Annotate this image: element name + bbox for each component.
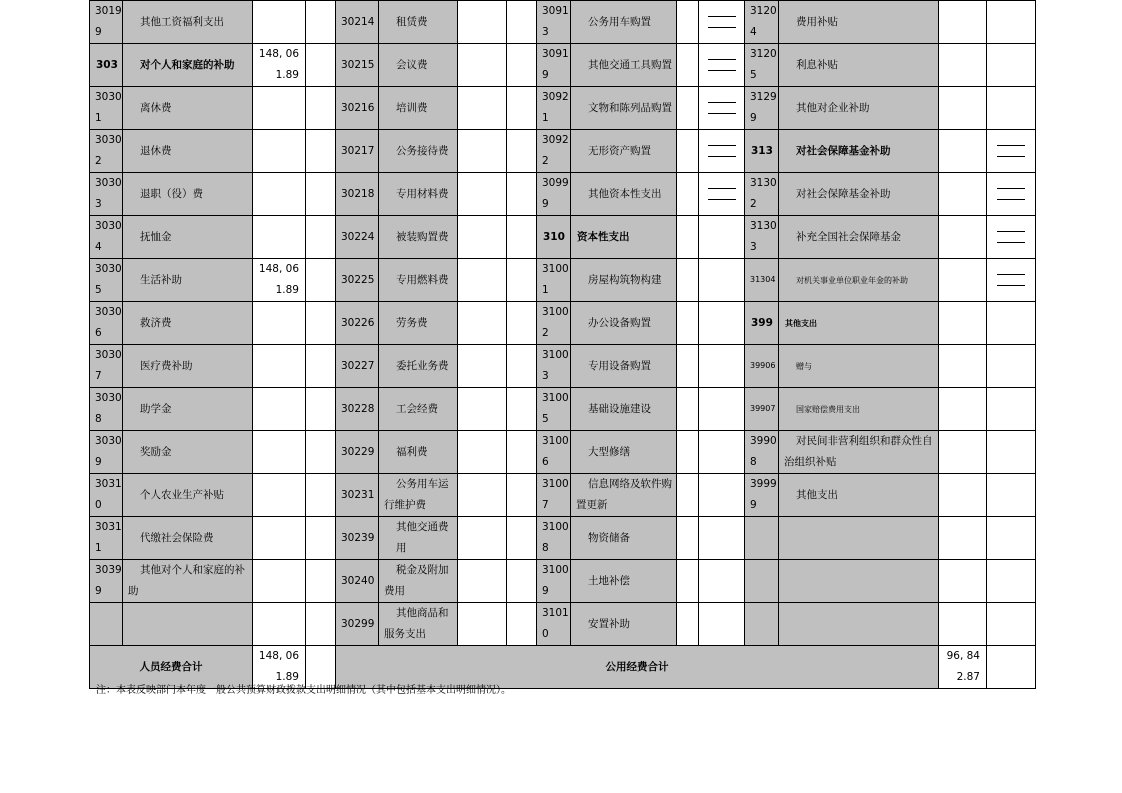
amount-cell: [677, 302, 699, 345]
amount-cell: [253, 474, 306, 517]
extra-cell: [699, 44, 745, 87]
dash-line-icon: [997, 145, 1025, 146]
extra-cell: [507, 44, 537, 87]
item-code-cell: [745, 517, 779, 560]
extra-cell: [507, 431, 537, 474]
amount-cell: [939, 560, 987, 603]
item-name-cell: 助学金: [123, 388, 253, 431]
item-name-cell: 对社会保障基金补助: [779, 173, 939, 216]
amount-cell: [939, 302, 987, 345]
extra-cell: [699, 1, 745, 44]
extra-cell: [699, 388, 745, 431]
item-code-cell: 31006: [537, 431, 571, 474]
item-name-cell: 工会经费: [379, 388, 458, 431]
item-code-cell: 399: [745, 302, 779, 345]
dash-line-icon: [708, 199, 736, 200]
dash-line-icon: [997, 231, 1025, 232]
amount-cell: [253, 87, 306, 130]
amount-cell: [677, 431, 699, 474]
item-name-cell: 对机关事业单位职业年金的补助: [779, 259, 939, 302]
extra-cell: [699, 173, 745, 216]
amount-cell: [677, 216, 699, 259]
table-row: [90, 259, 1036, 302]
item-code-cell: 31002: [537, 302, 571, 345]
extra-cell: [306, 388, 336, 431]
amount-cell: 148, 061.89: [253, 44, 306, 87]
extra-cell: [987, 474, 1036, 517]
dash-line-icon: [708, 113, 736, 114]
extra-cell: [306, 431, 336, 474]
extra-cell: [987, 130, 1036, 173]
item-name-cell: 大型修缮: [571, 431, 677, 474]
item-code-cell: 30399: [90, 560, 123, 603]
item-code-cell: 30919: [537, 44, 571, 87]
extra-cell: [306, 474, 336, 517]
item-name-cell: 资本性支出: [571, 216, 677, 259]
dash-line-icon: [997, 156, 1025, 157]
amount-cell: [253, 388, 306, 431]
extra-cell: [306, 216, 336, 259]
item-code-cell: 30216: [336, 87, 379, 130]
item-name-cell: 其他对企业补助: [779, 87, 939, 130]
extra-cell: [507, 1, 537, 44]
extra-cell: [987, 517, 1036, 560]
item-code-cell: 30199: [90, 1, 123, 44]
item-code-cell: 39999: [745, 474, 779, 517]
dash-line-icon: [708, 188, 736, 189]
item-name-cell: 其他交通工具购置: [571, 44, 677, 87]
extra-cell: [987, 1, 1036, 44]
item-name-cell: 专用材料费: [379, 173, 458, 216]
extra-cell: [987, 173, 1036, 216]
amount-cell: [458, 388, 507, 431]
amount-cell: [458, 603, 507, 646]
amount-cell: [458, 517, 507, 560]
item-name-cell: 医疗费补助: [123, 345, 253, 388]
dash-line-icon: [997, 188, 1025, 189]
table-row: [90, 44, 1036, 87]
dash-line-icon: [708, 102, 736, 103]
item-name-cell: 其他支出: [779, 302, 939, 345]
item-name-cell: 办公设备购置: [571, 302, 677, 345]
item-name-cell: 专用燃料费: [379, 259, 458, 302]
item-code-cell: 30303: [90, 173, 123, 216]
extra-cell: [987, 560, 1036, 603]
item-code-cell: 30302: [90, 130, 123, 173]
amount-cell: [677, 173, 699, 216]
table-row: [90, 130, 1036, 173]
item-code-cell: 30310: [90, 474, 123, 517]
item-name-cell: 基础设施建设: [571, 388, 677, 431]
extra-cell: [306, 517, 336, 560]
item-code-cell: 30301: [90, 87, 123, 130]
item-code-cell: 31304: [745, 259, 779, 302]
item-code-cell: 31009: [537, 560, 571, 603]
personnel-total-label: 人员经费合计: [90, 646, 253, 689]
item-name-cell: 退休费: [123, 130, 253, 173]
amount-cell: [458, 345, 507, 388]
amount-cell: [458, 44, 507, 87]
item-code-cell: 31303: [745, 216, 779, 259]
amount-cell: [939, 388, 987, 431]
item-name-cell: 公务用车购置: [571, 1, 677, 44]
item-code-cell: 30913: [537, 1, 571, 44]
extra-cell: [507, 259, 537, 302]
extra-cell: [507, 173, 537, 216]
amount-cell: [458, 259, 507, 302]
item-code-cell: 39906: [745, 345, 779, 388]
item-name-cell: 对民间非营利组织和群众性自治组织补贴: [779, 431, 939, 474]
item-name-cell: 生活补助: [123, 259, 253, 302]
extra-cell: [306, 345, 336, 388]
item-code-cell: 30308: [90, 388, 123, 431]
amount-cell: [458, 1, 507, 44]
amount-cell: [939, 44, 987, 87]
item-code-cell: 30217: [336, 130, 379, 173]
extra-cell: [507, 603, 537, 646]
item-name-cell: 安置补助: [571, 603, 677, 646]
item-code-cell: 31299: [745, 87, 779, 130]
table-footnote: 注：本表反映部门本年度一般公共预算财政拨款支出明细情况（其中包括基本支出明细情况）。: [96, 685, 511, 696]
totals-row: [90, 646, 1036, 689]
extra-cell: [507, 388, 537, 431]
amount-cell: [253, 1, 306, 44]
item-name-cell: 其他支出: [779, 474, 939, 517]
item-code-cell: 30307: [90, 345, 123, 388]
extra-cell: [507, 474, 537, 517]
dash-line-icon: [708, 27, 736, 28]
amount-cell: [677, 87, 699, 130]
amount-cell: [677, 1, 699, 44]
item-name-cell: 土地补偿: [571, 560, 677, 603]
item-code-cell: 30227: [336, 345, 379, 388]
item-code-cell: 39908: [745, 431, 779, 474]
personnel-total-amount: 148, 061.89: [253, 646, 306, 689]
item-code-cell: 39907: [745, 388, 779, 431]
item-code-cell: 30304: [90, 216, 123, 259]
amount-cell: [253, 130, 306, 173]
item-name-cell: 物资储备: [571, 517, 677, 560]
amount-cell: [939, 87, 987, 130]
extra-cell: [306, 87, 336, 130]
item-code-cell: 30228: [336, 388, 379, 431]
extra-cell: [699, 259, 745, 302]
amount-cell: [939, 474, 987, 517]
item-name-cell: 文物和陈列品购置: [571, 87, 677, 130]
amount-cell: [253, 603, 306, 646]
amount-cell: [939, 345, 987, 388]
item-code-cell: 31007: [537, 474, 571, 517]
amount-cell: [677, 560, 699, 603]
item-name-cell: 专用设备购置: [571, 345, 677, 388]
item-code-cell: 30309: [90, 431, 123, 474]
amount-cell: [939, 1, 987, 44]
dash-line-icon: [997, 199, 1025, 200]
dash-line-icon: [997, 274, 1025, 275]
extra-cell: [306, 130, 336, 173]
item-code-cell: 30218: [336, 173, 379, 216]
item-code-cell: 30305: [90, 259, 123, 302]
item-name-cell: 税金及附加费用: [379, 560, 458, 603]
item-code-cell: [745, 603, 779, 646]
amount-cell: [253, 431, 306, 474]
table-body: [90, 1, 1036, 689]
extra-cell: [987, 603, 1036, 646]
item-code-cell: 30229: [336, 431, 379, 474]
item-name-cell: 劳务费: [379, 302, 458, 345]
amount-cell: [458, 474, 507, 517]
extra-cell: [699, 603, 745, 646]
extra-cell: [507, 130, 537, 173]
amount-cell: [677, 259, 699, 302]
amount-cell: [939, 130, 987, 173]
item-code-cell: 30214: [336, 1, 379, 44]
item-name-cell: [123, 603, 253, 646]
item-name-cell: 公务接待费: [379, 130, 458, 173]
dash-line-icon: [997, 285, 1025, 286]
item-name-cell: 对个人和家庭的补助: [123, 44, 253, 87]
item-name-cell: 离休费: [123, 87, 253, 130]
table-row: [90, 87, 1036, 130]
public-total-label: 公用经费合计: [336, 646, 939, 689]
extra-cell: [306, 560, 336, 603]
extra-cell: [987, 431, 1036, 474]
dash-line-icon: [708, 16, 736, 17]
item-name-cell: 房屋构筑物构建: [571, 259, 677, 302]
item-name-cell: 会议费: [379, 44, 458, 87]
item-code-cell: 303: [90, 44, 123, 87]
extra-cell: [987, 259, 1036, 302]
item-name-cell: 赠与: [779, 345, 939, 388]
item-name-cell: 退职（役）费: [123, 173, 253, 216]
item-name-cell: 代缴社会保险费: [123, 517, 253, 560]
item-code-cell: 30299: [336, 603, 379, 646]
extra-cell: [987, 216, 1036, 259]
amount-cell: [458, 173, 507, 216]
amount-cell: [253, 302, 306, 345]
dash-line-icon: [708, 156, 736, 157]
amount-cell: [677, 44, 699, 87]
item-code-cell: 30306: [90, 302, 123, 345]
amount-cell: [253, 216, 306, 259]
amount-cell: [458, 130, 507, 173]
item-name-cell: 救济费: [123, 302, 253, 345]
extra-cell: [987, 87, 1036, 130]
table-row: [90, 216, 1036, 259]
amount-cell: [939, 603, 987, 646]
table-row: [90, 1, 1036, 44]
item-name-cell: 公务用车运行维护费: [379, 474, 458, 517]
item-name-cell: [779, 517, 939, 560]
extra-cell: [306, 1, 336, 44]
dash-line-icon: [997, 242, 1025, 243]
item-code-cell: [745, 560, 779, 603]
item-name-cell: 信息网络及软件购置更新: [571, 474, 677, 517]
item-code-cell: 30215: [336, 44, 379, 87]
extra-cell: [987, 345, 1036, 388]
item-name-cell: 抚恤金: [123, 216, 253, 259]
item-code-cell: 30224: [336, 216, 379, 259]
amount-cell: [677, 388, 699, 431]
item-code-cell: 30239: [336, 517, 379, 560]
amount-cell: [939, 259, 987, 302]
extra-cell: [987, 302, 1036, 345]
item-code-cell: 30999: [537, 173, 571, 216]
amount-cell: [677, 603, 699, 646]
item-code-cell: 31001: [537, 259, 571, 302]
amount-cell: [939, 431, 987, 474]
extra-cell: [306, 44, 336, 87]
dash-line-icon: [708, 70, 736, 71]
extra-cell: [699, 431, 745, 474]
amount-cell: [253, 560, 306, 603]
extra-cell: [699, 345, 745, 388]
amount-cell: [677, 474, 699, 517]
item-code-cell: 30922: [537, 130, 571, 173]
table-row: [90, 431, 1036, 474]
item-name-cell: 其他商品和服务支出: [379, 603, 458, 646]
public-total-amount: 96, 842.87: [939, 646, 987, 689]
item-code-cell: 30226: [336, 302, 379, 345]
item-name-cell: 国家赔偿费用支出: [779, 388, 939, 431]
amount-cell: [458, 87, 507, 130]
item-name-cell: 其他对个人和家庭的补助: [123, 560, 253, 603]
item-code-cell: 30231: [336, 474, 379, 517]
extra-cell: [306, 259, 336, 302]
item-code-cell: 30921: [537, 87, 571, 130]
table-row: [90, 302, 1036, 345]
extra-cell: [507, 216, 537, 259]
item-name-cell: 对社会保障基金补助: [779, 130, 939, 173]
item-name-cell: 其他交通费用: [379, 517, 458, 560]
item-name-cell: 其他工资福利支出: [123, 1, 253, 44]
extra-cell: [699, 216, 745, 259]
item-name-cell: [779, 560, 939, 603]
table-row: [90, 603, 1036, 646]
extra-cell: [507, 345, 537, 388]
extra-cell: [699, 130, 745, 173]
item-name-cell: 费用补贴: [779, 1, 939, 44]
amount-cell: [253, 173, 306, 216]
extra-cell: [507, 517, 537, 560]
extra-cell: [987, 388, 1036, 431]
item-name-cell: 租赁费: [379, 1, 458, 44]
item-code-cell: 30240: [336, 560, 379, 603]
extra-cell: [987, 646, 1036, 689]
extra-cell: [306, 302, 336, 345]
table-row: [90, 560, 1036, 603]
item-code-cell: 30225: [336, 259, 379, 302]
item-code-cell: 30311: [90, 517, 123, 560]
extra-cell: [507, 302, 537, 345]
item-name-cell: 利息补贴: [779, 44, 939, 87]
extra-cell: [699, 517, 745, 560]
dash-line-icon: [708, 145, 736, 146]
amount-cell: [939, 517, 987, 560]
table-row: [90, 474, 1036, 517]
item-code-cell: 31302: [745, 173, 779, 216]
extra-cell: [699, 302, 745, 345]
item-code-cell: [90, 603, 123, 646]
extra-cell: [507, 87, 537, 130]
item-code-cell: 31204: [745, 1, 779, 44]
expenditure-detail-table: [89, 0, 1036, 689]
amount-cell: 148, 061.89: [253, 259, 306, 302]
item-name-cell: 培训费: [379, 87, 458, 130]
item-code-cell: 31005: [537, 388, 571, 431]
amount-cell: [939, 216, 987, 259]
table-row: [90, 173, 1036, 216]
amount-cell: [458, 302, 507, 345]
extra-cell: [306, 173, 336, 216]
item-name-cell: 奖励金: [123, 431, 253, 474]
item-code-cell: 31205: [745, 44, 779, 87]
amount-cell: [253, 345, 306, 388]
item-name-cell: 无形资产购置: [571, 130, 677, 173]
item-name-cell: 补充全国社会保障基金: [779, 216, 939, 259]
extra-cell: [699, 87, 745, 130]
extra-cell: [306, 646, 336, 689]
extra-cell: [699, 474, 745, 517]
item-code-cell: 31010: [537, 603, 571, 646]
amount-cell: [458, 216, 507, 259]
item-name-cell: 被装购置费: [379, 216, 458, 259]
amount-cell: [677, 130, 699, 173]
amount-cell: [939, 173, 987, 216]
extra-cell: [699, 560, 745, 603]
amount-cell: [253, 517, 306, 560]
item-code-cell: 31003: [537, 345, 571, 388]
table-row: [90, 388, 1036, 431]
extra-cell: [987, 44, 1036, 87]
table-row: [90, 345, 1036, 388]
extra-cell: [306, 603, 336, 646]
amount-cell: [458, 431, 507, 474]
amount-cell: [677, 517, 699, 560]
item-name-cell: 福利费: [379, 431, 458, 474]
item-code-cell: 313: [745, 130, 779, 173]
table-row: [90, 517, 1036, 560]
item-name-cell: 个人农业生产补贴: [123, 474, 253, 517]
extra-cell: [507, 560, 537, 603]
amount-cell: [458, 560, 507, 603]
item-code-cell: 310: [537, 216, 571, 259]
item-name-cell: [779, 603, 939, 646]
item-name-cell: 委托业务费: [379, 345, 458, 388]
item-name-cell: 其他资本性支出: [571, 173, 677, 216]
dash-line-icon: [708, 59, 736, 60]
amount-cell: [677, 345, 699, 388]
item-code-cell: 31008: [537, 517, 571, 560]
